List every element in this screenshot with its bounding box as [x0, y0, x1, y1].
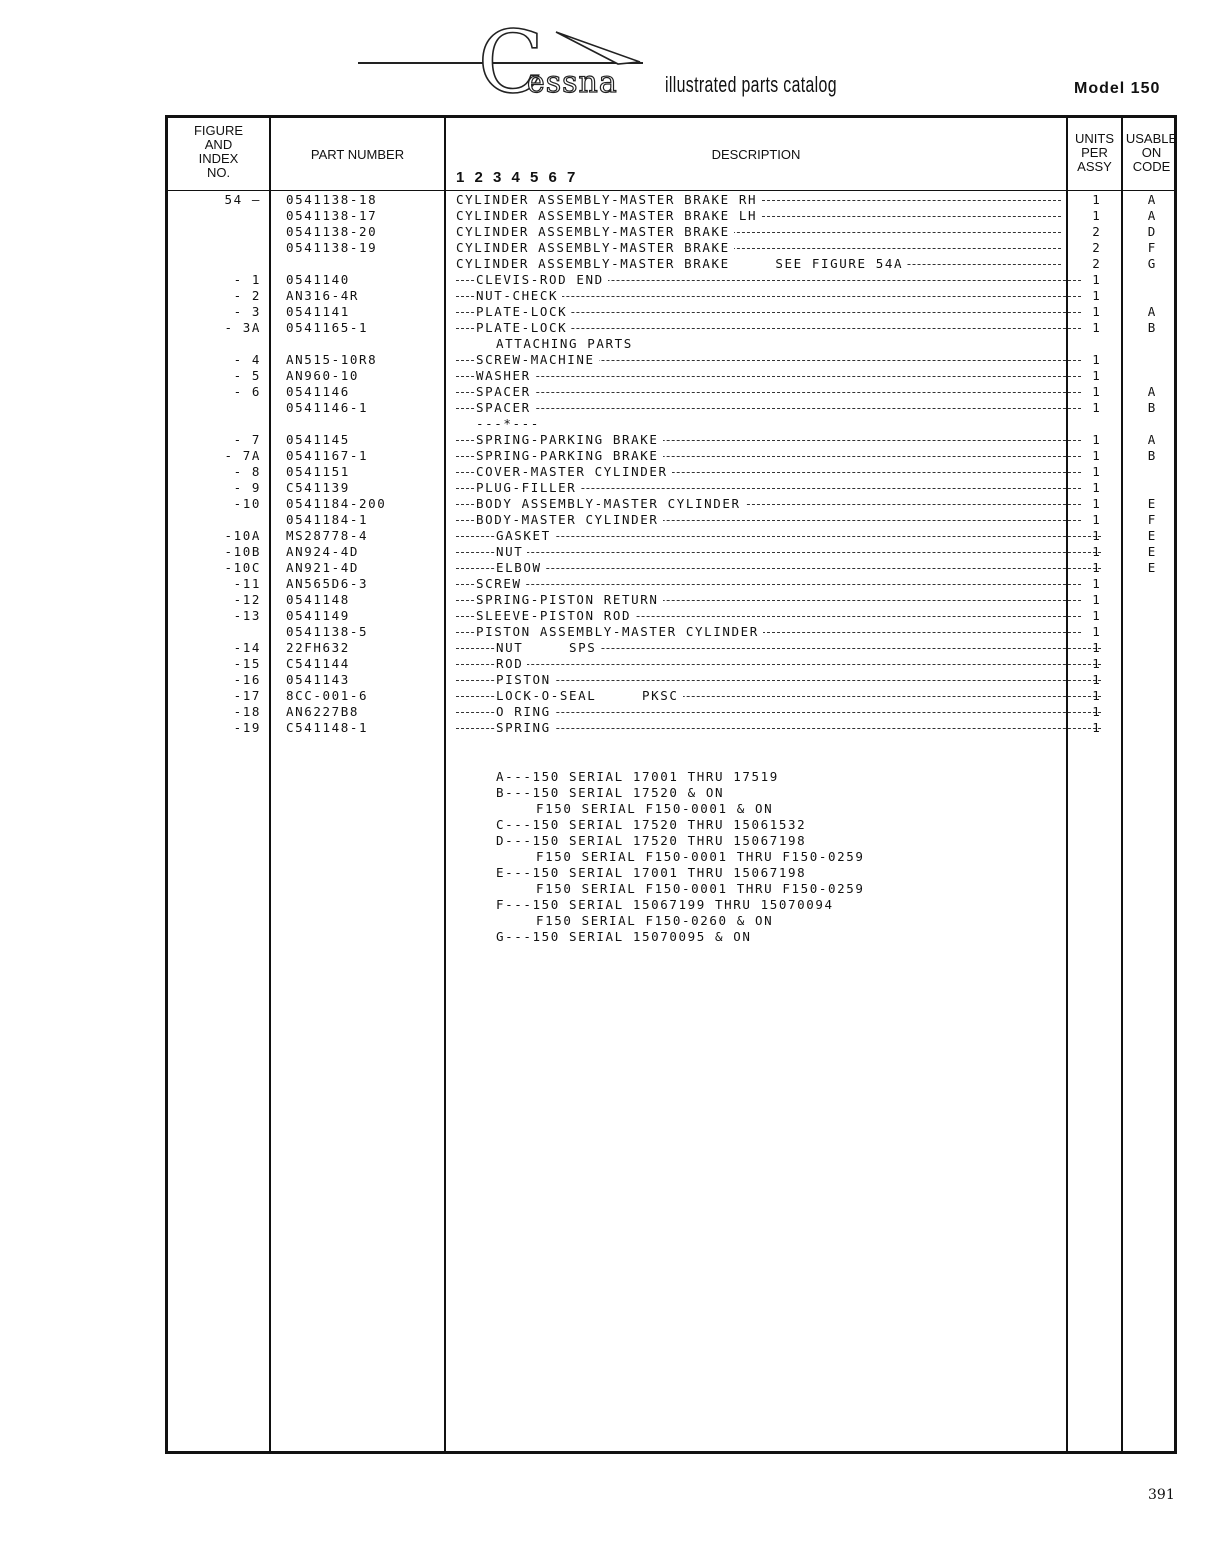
table-row — [168, 336, 1180, 352]
leader-dashes — [456, 552, 1101, 553]
description — [456, 240, 1061, 256]
units-per-assy: 1 — [1092, 576, 1100, 591]
units-per-assy: 1 — [1092, 688, 1100, 703]
usable-on-code: B — [1147, 400, 1156, 415]
logo-wordmark: essna — [527, 65, 618, 100]
part-number: AN924-4D — [286, 544, 360, 559]
table-row — [168, 208, 1180, 224]
part-number: 0541146-1 — [286, 400, 369, 415]
units-per-assy: 1 — [1092, 448, 1100, 463]
units-per-assy: 1 — [1092, 704, 1100, 719]
usable-on-code: E — [1147, 496, 1156, 511]
description — [456, 704, 1101, 720]
header-text: CODE — [1132, 159, 1171, 174]
header-text: UNITS — [1075, 131, 1114, 146]
units-per-assy: 1 — [1092, 528, 1100, 543]
description — [456, 320, 1081, 336]
part-number: 0541165-1 — [286, 320, 369, 335]
description-text: ROD — [496, 656, 527, 671]
part-number: 0541184-200 — [286, 496, 387, 511]
description — [456, 352, 1081, 368]
description — [456, 560, 1101, 576]
description-text: SPRING-PARKING BRAKE — [476, 448, 663, 463]
figure-index: -10C — [224, 560, 261, 575]
part-number: AN316-4R — [286, 288, 360, 303]
leader-dashes — [456, 408, 1081, 409]
header-text: ASSY — [1077, 159, 1112, 174]
description — [456, 656, 1101, 672]
description — [456, 400, 1081, 416]
description-text: COVER-MASTER CYLINDER — [476, 464, 672, 479]
units-per-assy: 1 — [1092, 496, 1100, 511]
figure-index: - 6 — [233, 384, 261, 399]
units-per-assy: 1 — [1092, 560, 1100, 575]
header-text: FIGURE — [193, 123, 244, 138]
description-text: BODY-MASTER CYLINDER — [476, 512, 663, 527]
units-per-assy: 2 — [1092, 224, 1100, 239]
table-row — [168, 368, 1180, 384]
description-text: SLEEVE-PISTON ROD — [476, 608, 635, 623]
leader-dashes — [456, 664, 1101, 665]
figure-index: - 1 — [233, 272, 261, 287]
description-text: SPRING-PISTON RETURN — [476, 592, 663, 607]
figure-index: -18 — [233, 704, 261, 719]
figure-index: -19 — [233, 720, 261, 735]
description — [456, 256, 1061, 272]
serial-note: G---150 SERIAL 15070095 & ON — [496, 929, 752, 944]
figure-index: - 3A — [224, 320, 261, 335]
part-number: 0541184-1 — [286, 512, 369, 527]
description-text: BODY ASSEMBLY-MASTER CYLINDER — [476, 496, 745, 511]
usable-on-code: A — [1147, 192, 1156, 207]
units-per-assy: 1 — [1092, 720, 1100, 735]
description-text: SCREW-MACHINE — [476, 352, 599, 367]
part-number: AN960-10 — [286, 368, 360, 383]
description-text: CLEVIS-ROD END — [476, 272, 608, 287]
part-number: AN921-4D — [286, 560, 360, 575]
table-row — [168, 464, 1180, 480]
header-text: ON — [1141, 145, 1162, 160]
description — [456, 464, 1081, 480]
usable-on-code: A — [1147, 304, 1156, 319]
units-per-assy: 1 — [1092, 304, 1100, 319]
figure-index: - 2 — [233, 288, 261, 303]
usable-on-code: F — [1147, 240, 1156, 255]
table-row — [168, 496, 1180, 512]
description-text: ATTACHING PARTS — [496, 336, 637, 351]
serial-note: F---150 SERIAL 15067199 THRU 15070094 — [496, 897, 834, 912]
part-number: 0541145 — [286, 432, 350, 447]
table-row — [168, 624, 1180, 640]
table-row — [168, 384, 1180, 400]
table-row — [168, 448, 1180, 464]
table-row — [168, 528, 1180, 544]
header-figure-index — [168, 124, 269, 180]
figure-index: - 8 — [233, 464, 261, 479]
usable-on-code: E — [1147, 528, 1156, 543]
description-text: PISTON ASSEMBLY-MASTER CYLINDER — [476, 624, 763, 639]
figure-index: - 7 — [233, 432, 261, 447]
header-usable-on-code — [1123, 132, 1180, 174]
usable-on-code: B — [1147, 448, 1156, 463]
description-text: SPRING-PARKING BRAKE — [476, 432, 663, 447]
description-text: CYLINDER ASSEMBLY-MASTER BRAKE LH — [456, 208, 761, 223]
table-row — [168, 512, 1180, 528]
description-text: SPRING — [496, 720, 555, 735]
part-number: AN515-10R8 — [286, 352, 378, 367]
description — [456, 288, 1081, 304]
part-number: 0541138-17 — [286, 208, 378, 223]
units-per-assy: 1 — [1092, 432, 1100, 447]
table-row — [168, 672, 1180, 688]
part-number: 0541138-18 — [286, 192, 378, 207]
description-text: PLATE-LOCK — [476, 304, 571, 319]
description — [456, 432, 1081, 448]
units-per-assy: 1 — [1092, 368, 1100, 383]
part-number: 0541140 — [286, 272, 350, 287]
figure-index: -10 — [233, 496, 261, 511]
description — [456, 672, 1101, 688]
figure-index: -15 — [233, 656, 261, 671]
serial-note: F150 SERIAL F150-0001 & ON — [536, 801, 774, 816]
figure-index: - 5 — [233, 368, 261, 383]
table-row — [168, 560, 1180, 576]
description — [456, 336, 1101, 352]
units-per-assy: 1 — [1092, 384, 1100, 399]
figure-index: - 4 — [233, 352, 261, 367]
part-number: 0541138-5 — [286, 624, 369, 639]
description — [456, 384, 1081, 400]
part-number: MS28778-4 — [286, 528, 369, 543]
units-per-assy: 1 — [1092, 592, 1100, 607]
part-number: 0541148 — [286, 592, 350, 607]
description — [456, 416, 1081, 432]
description — [456, 272, 1081, 288]
description — [456, 208, 1061, 224]
model-label: Model 150 — [1074, 80, 1161, 97]
part-number: C541139 — [286, 480, 350, 495]
description — [456, 608, 1081, 624]
header-description: DESCRIPTION — [711, 147, 801, 162]
units-per-assy: 1 — [1092, 544, 1100, 559]
description — [456, 480, 1081, 496]
units-per-assy: 1 — [1092, 352, 1100, 367]
leader-dashes — [456, 584, 1081, 585]
leader-dashes — [456, 568, 1101, 569]
part-number: 0541146 — [286, 384, 350, 399]
figure-index: -12 — [233, 592, 261, 607]
header-text: INDEX — [198, 151, 239, 166]
leader-dashes — [456, 376, 1081, 377]
description-text: CYLINDER ASSEMBLY-MASTER BRAKE RH — [456, 192, 761, 207]
description — [456, 528, 1101, 544]
description-text: CYLINDER ASSEMBLY-MASTER BRAKE — [456, 224, 734, 239]
figure-index: - 3 — [233, 304, 261, 319]
header-text: USABLE — [1125, 131, 1178, 146]
parts-table — [165, 115, 1177, 1454]
serial-note: B---150 SERIAL 17520 & ON — [496, 785, 725, 800]
units-per-assy: 1 — [1092, 320, 1100, 335]
units-per-assy: 2 — [1092, 240, 1100, 255]
usable-on-code: A — [1147, 432, 1156, 447]
units-per-assy: 1 — [1092, 512, 1100, 527]
table-row — [168, 480, 1180, 496]
part-number: 0541143 — [286, 672, 350, 687]
units-per-assy: 1 — [1092, 208, 1100, 223]
usable-on-code: D — [1147, 224, 1156, 239]
table-row — [168, 544, 1180, 560]
units-per-assy: 2 — [1092, 256, 1100, 271]
figure-index: -14 — [233, 640, 261, 655]
description-text: LOCK-O-SEAL PKSC — [496, 688, 683, 703]
description-text: SPACER — [476, 384, 535, 399]
part-number: C541144 — [286, 656, 350, 671]
table-row — [168, 656, 1180, 672]
description-text: PLATE-LOCK — [476, 320, 571, 335]
table-row — [168, 304, 1180, 320]
table-row — [168, 592, 1180, 608]
part-number: 0541138-20 — [286, 224, 378, 239]
usable-on-code: A — [1147, 208, 1156, 223]
description — [456, 688, 1101, 704]
table-row — [168, 320, 1180, 336]
figure-index: 54 – — [224, 192, 261, 207]
description-text: ---*--- — [476, 416, 544, 431]
description-text: PLUG-FILLER — [476, 480, 580, 495]
header-text: NO. — [206, 165, 231, 180]
figure-index: -16 — [233, 672, 261, 687]
description — [456, 624, 1081, 640]
figure-index: -13 — [233, 608, 261, 623]
table-row — [168, 192, 1180, 208]
serial-note: F150 SERIAL F150-0001 THRU F150-0259 — [536, 881, 865, 896]
table-row — [168, 288, 1180, 304]
description — [456, 592, 1081, 608]
units-per-assy: 1 — [1092, 464, 1100, 479]
description-text: WASHER — [476, 368, 535, 383]
table-row — [168, 432, 1180, 448]
part-number: AN565D6-3 — [286, 576, 369, 591]
description — [456, 576, 1081, 592]
figure-index: -10A — [224, 528, 261, 543]
units-per-assy: 1 — [1092, 288, 1100, 303]
table-row — [168, 704, 1180, 720]
part-number: 8CC-001-6 — [286, 688, 369, 703]
description — [456, 512, 1081, 528]
description-text: GASKET — [496, 528, 555, 543]
serial-note: F150 SERIAL F150-0001 THRU F150-0259 — [536, 849, 865, 864]
usable-on-code: F — [1147, 512, 1156, 527]
description-text: SCREW — [476, 576, 526, 591]
leader-dashes — [456, 392, 1081, 393]
usable-on-code: A — [1147, 384, 1156, 399]
figure-index: - 9 — [233, 480, 261, 495]
description-text: ELBOW — [496, 560, 546, 575]
serial-note: E---150 SERIAL 17001 THRU 15067198 — [496, 865, 807, 880]
units-per-assy: 1 — [1092, 400, 1100, 415]
table-row — [168, 240, 1180, 256]
units-per-assy: 1 — [1092, 672, 1100, 687]
figure-index: -17 — [233, 688, 261, 703]
part-number: C541148-1 — [286, 720, 369, 735]
part-number: 0541149 — [286, 608, 350, 623]
description-text: CYLINDER ASSEMBLY-MASTER BRAKE — [456, 240, 734, 255]
units-per-assy: 1 — [1092, 624, 1100, 639]
description-text: CYLINDER ASSEMBLY-MASTER BRAKE SEE FIGURE 54A — [456, 256, 907, 271]
description — [456, 368, 1081, 384]
table-row — [168, 400, 1180, 416]
figure-index: - 7A — [224, 448, 261, 463]
units-per-assy: 1 — [1092, 480, 1100, 495]
description-text: O RING — [496, 704, 555, 719]
header-part-number: PART NUMBER — [310, 147, 405, 162]
table-row — [168, 640, 1180, 656]
serial-note: A---150 SERIAL 17001 THRU 17519 — [496, 769, 779, 784]
units-per-assy: 1 — [1092, 656, 1100, 671]
description — [456, 496, 1081, 512]
usable-on-code: E — [1147, 544, 1156, 559]
table-row — [168, 256, 1180, 272]
description-text: NUT-CHECK — [476, 288, 562, 303]
table-row — [168, 720, 1180, 736]
usable-on-code: B — [1147, 320, 1156, 335]
units-per-assy: 1 — [1092, 608, 1100, 623]
part-number: 0541167-1 — [286, 448, 369, 463]
header-units-per-assy — [1068, 132, 1121, 174]
header-text: PER — [1081, 145, 1108, 160]
description — [456, 720, 1101, 736]
header-indent-scale: 1 2 3 4 5 6 7 — [456, 169, 579, 186]
description — [456, 544, 1101, 560]
description-text: NUT — [496, 544, 527, 559]
description-text: NUT SPS — [496, 640, 600, 655]
serial-note: C---150 SERIAL 17520 THRU 15061532 — [496, 817, 807, 832]
figure-index: -10B — [224, 544, 261, 559]
part-number: 0541138-19 — [286, 240, 378, 255]
logo-initial: C — [478, 13, 544, 113]
description — [456, 640, 1101, 656]
description — [456, 448, 1081, 464]
table-row — [168, 576, 1180, 592]
serial-note: F150 SERIAL F150-0260 & ON — [536, 913, 774, 928]
table-row — [168, 352, 1180, 368]
page-number: 391 — [1148, 1487, 1175, 1503]
units-per-assy: 1 — [1092, 272, 1100, 287]
usable-on-code: E — [1147, 560, 1156, 575]
serial-note: D---150 SERIAL 17520 THRU 15067198 — [496, 833, 807, 848]
description — [456, 192, 1061, 208]
header-divider — [168, 190, 1174, 191]
table-row — [168, 224, 1180, 240]
part-number: AN6227B8 — [286, 704, 360, 719]
part-number: 22FH632 — [286, 640, 350, 655]
usable-on-code: G — [1147, 256, 1156, 271]
part-number: 0541151 — [286, 464, 350, 479]
table-row — [168, 416, 1180, 432]
part-number: 0541141 — [286, 304, 350, 319]
table-row — [168, 688, 1180, 704]
description-text: SPACER — [476, 400, 535, 415]
table-row — [168, 272, 1180, 288]
logo-swoosh-icon — [548, 30, 643, 70]
description-text: PISTON — [496, 672, 555, 687]
units-per-assy: 1 — [1092, 640, 1100, 655]
units-per-assy: 1 — [1092, 192, 1100, 207]
header-text: AND — [204, 137, 233, 152]
description — [456, 224, 1061, 240]
table-row — [168, 608, 1180, 624]
catalog-title: illustrated parts catalog — [665, 72, 837, 97]
figure-index: -11 — [233, 576, 261, 591]
description — [456, 304, 1081, 320]
